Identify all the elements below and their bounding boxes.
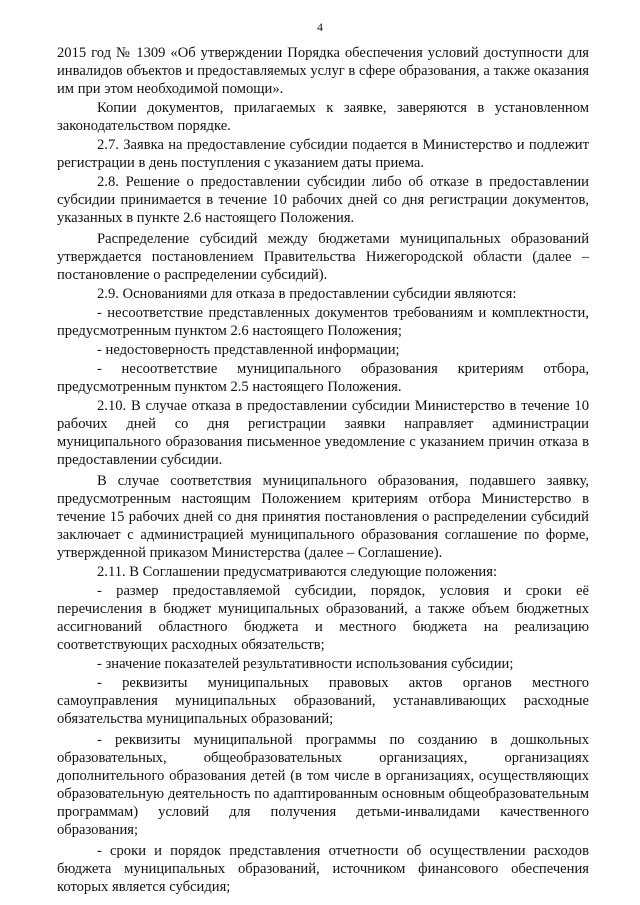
paragraph-2-11: 2.11. В Соглашении предусматриваются следующие положения: — [97, 564, 498, 580]
paragraph-distribution: Распределение субсидий между бюджетами муниципальных образований утверждается постановлением Правительства Нижегородской области (далее – постановление о распределении субсидий). — [57, 231, 589, 283]
paragraph-2-7: 2.7. Заявка на предоставление субсидии подается в Министерство и подлежит регистрации в день поступления с указанием даты приема. — [57, 137, 589, 171]
list-item-refusal-2: - недостоверность представленной информации; — [97, 342, 400, 358]
paragraph-continuation: 2015 год № 1309 «Об утверждении Порядка обеспечения условий доступности для инвалидов объектов и предоставляемых услуг в сфере образования, а также оказания им при этом необходимой помощи». — [57, 45, 589, 97]
list-item-agreement-1: - размер предоставляемой субсидии, порядок, условия и сроки её перечисления в бюджет муниципальных образований, а также объем бюджетных ассигнований областного бюджета и местного бюджета на реализацию соответствующих расходных обязательств; — [57, 583, 589, 653]
list-item-refusal-3: - несоответствие муниципального образования критериям отбора, предусмотренным пунктом 2.5 настоящего Положения. — [57, 361, 589, 395]
document-body — [57, 44, 589, 897]
list-item-agreement-4: - реквизиты муниципальной программы по созданию в дошкольных образовательных, общеобразовательных организациях, организациях дополнительного образования детей (в том числе в организациях, осуществляющих образовательную деятельность по адаптированным основным общеобразовательным программам) условий для получения детьми-инвалидами качественного образования; — [57, 732, 589, 838]
paragraph-agreement: В случае соответствия муниципального образования, подавшего заявку, предусмотренным настоящим Положением критериям отбора Министерство в течение 15 рабочих дней со дня принятия постановления о распределении субсидий заключает с администрацией муниципального образования соглашение по форме, утвержденной приказом Министерства (далее – Соглашение). — [57, 473, 589, 561]
page-number: 4 — [317, 20, 323, 34]
paragraph-2-10: 2.10. В случае отказа в предоставлении субсидии Министерство в течение 10 рабочих дней со дня регистрации заявки направляет администрации муниципального образования письменное уведомление с указанием причин отказа в предоставлении субсидии. — [57, 398, 589, 468]
paragraph-copies: Копии документов, прилагаемых к заявке, заверяются в установленном законодательством порядке. — [57, 100, 589, 134]
paragraph-2-8: 2.8. Решение о предоставлении субсидии либо об отказе в предоставлении субсидии принимается в течение 10 рабочих дней со дня регистрации документов, указанных в пункте 2.6 настоящего Положения. — [57, 174, 589, 226]
list-item-agreement-5: - сроки и порядок представления отчетности об осуществлении расходов бюджета муниципальных образований, источником финансового обеспечения которых является субсидия; — [57, 843, 589, 895]
list-item-refusal-1: - несоответствие представленных документов требованиям и комплектности, предусмотренным пунктом 2.6 настоящего Положения; — [57, 305, 589, 339]
list-item-agreement-2: - значение показателей результативности использования субсидии; — [97, 656, 514, 672]
list-item-agreement-3: - реквизиты муниципальных правовых актов органов местного самоуправления муниципальных образований, устанавливающих расходные обязательства муниципальных образований; — [57, 675, 589, 727]
paragraph-2-9: 2.9. Основаниями для отказа в предоставлении субсидии являются: — [97, 286, 517, 302]
